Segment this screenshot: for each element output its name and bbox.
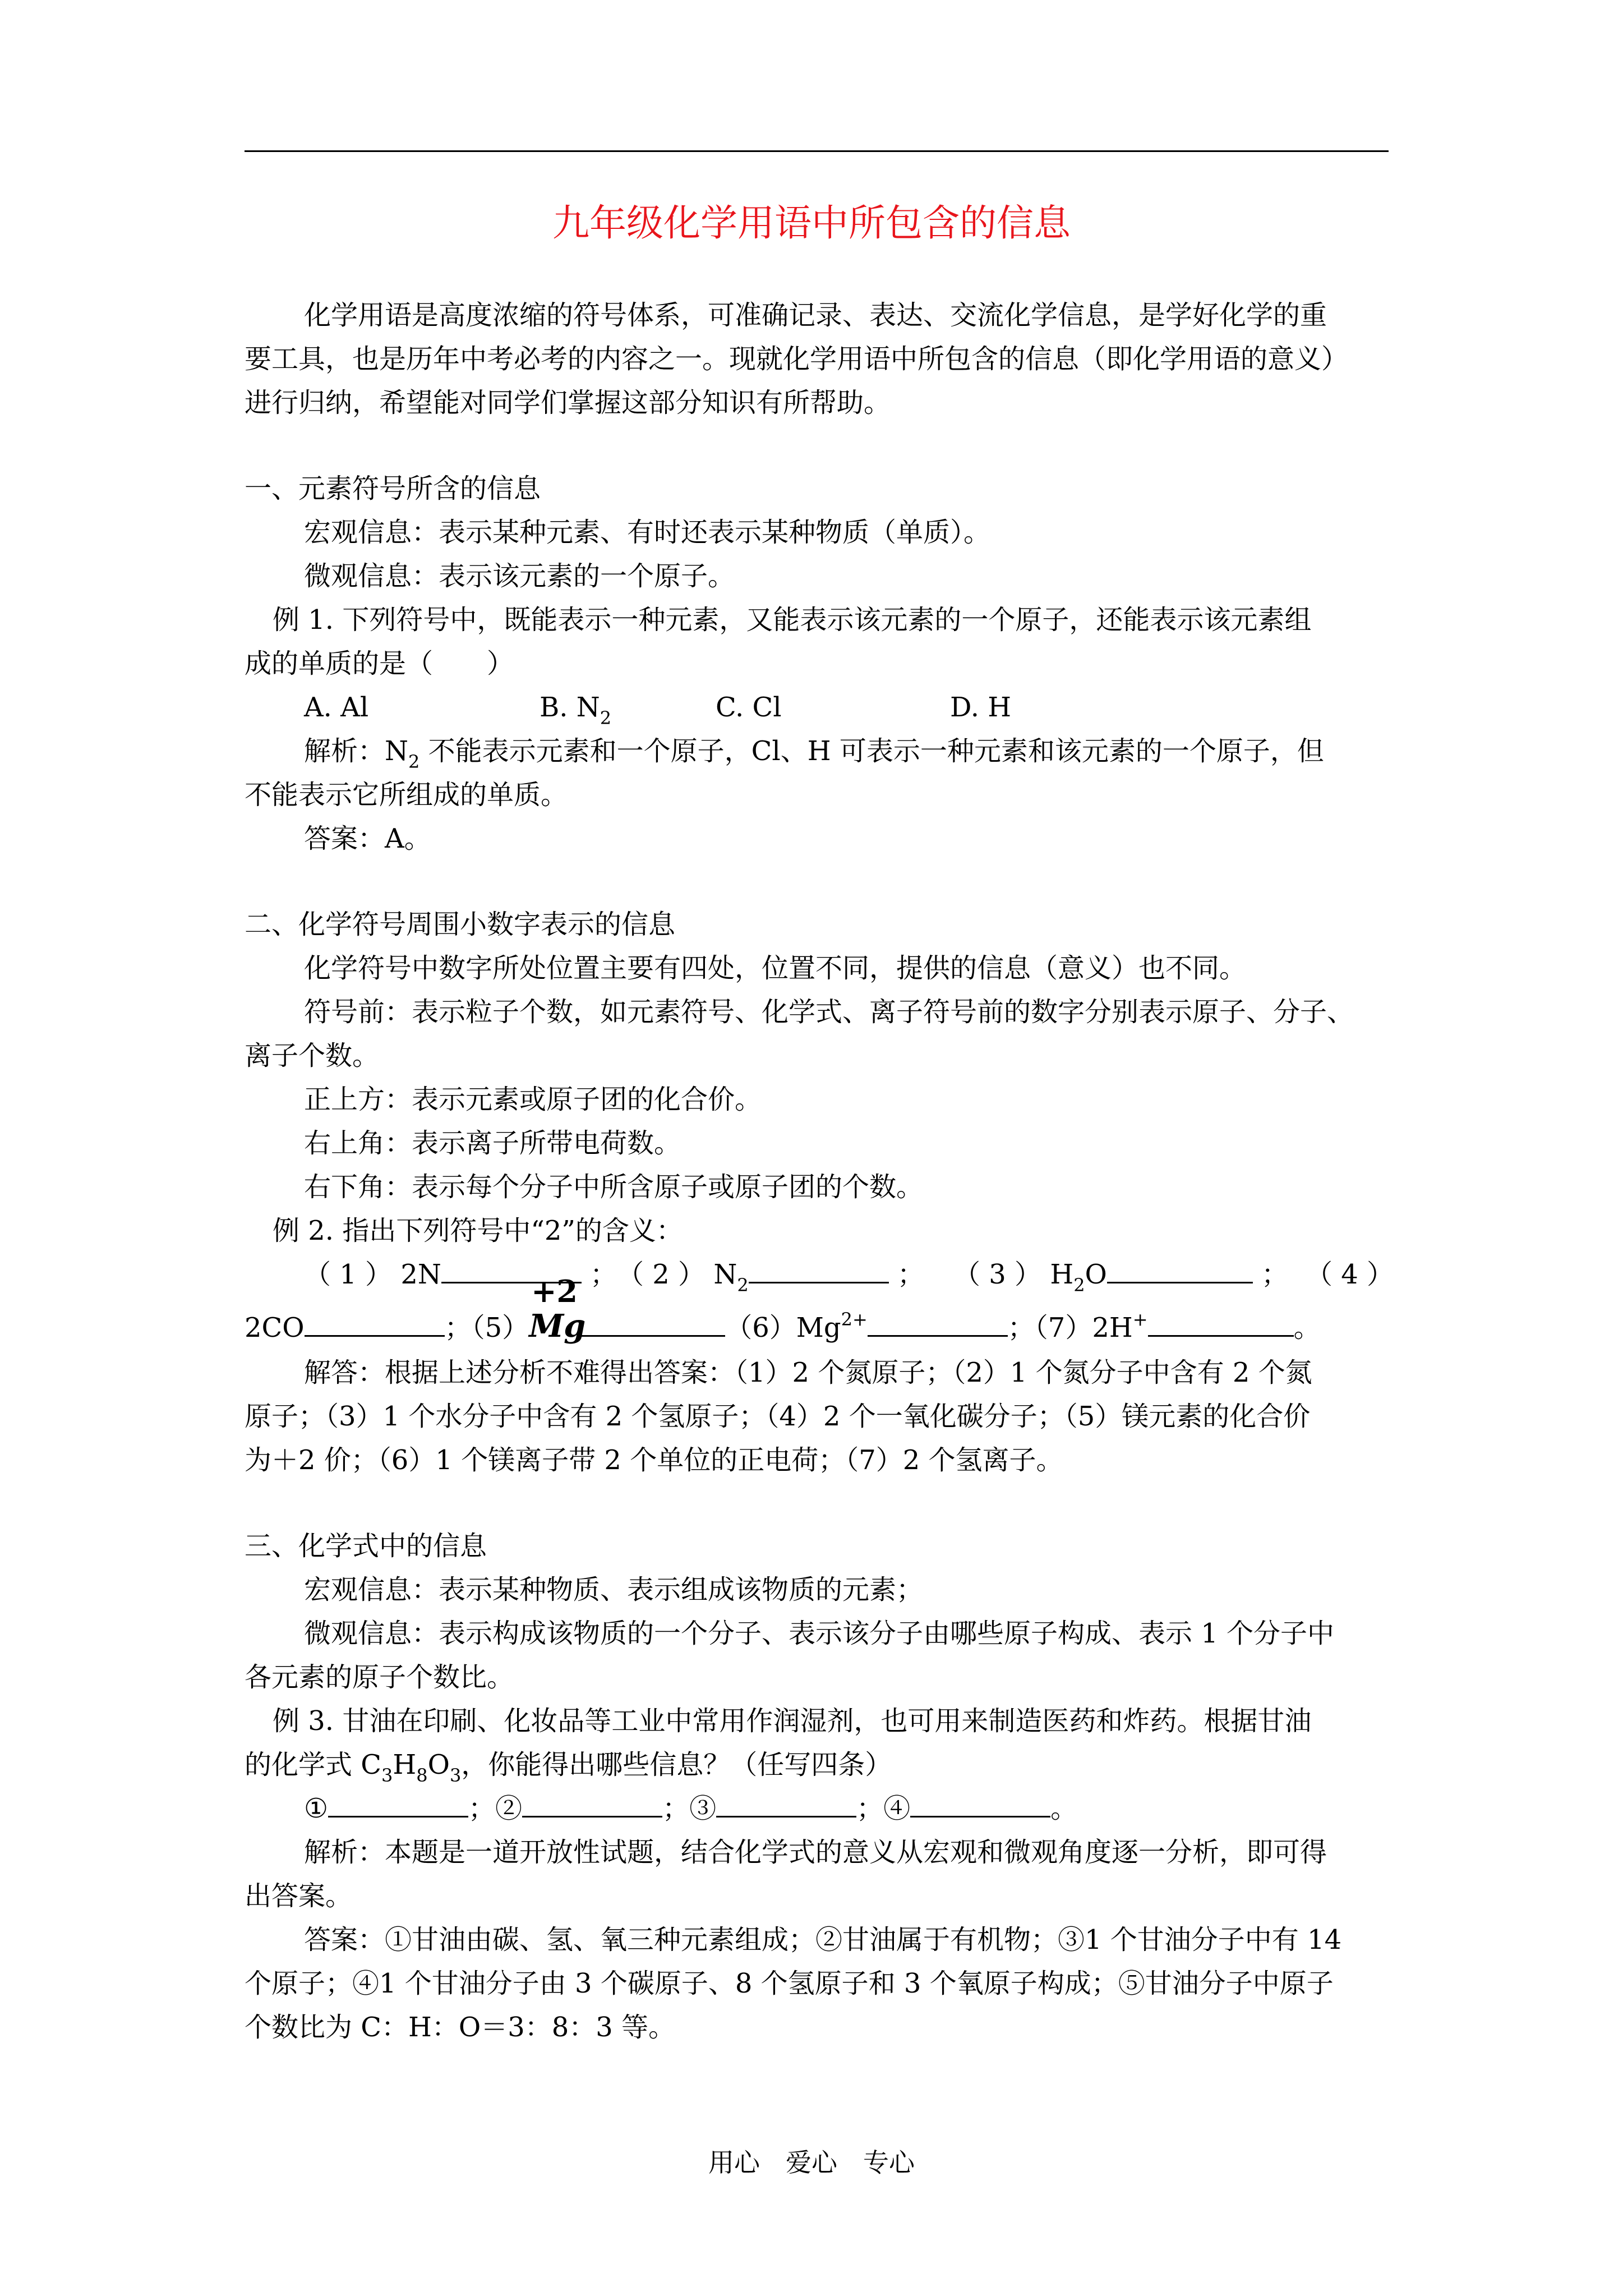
- mg-valence-symbol: +2 Mg: [529, 1273, 586, 1345]
- section-2-heading: 二、化学符号周围小数字表示的信息: [245, 909, 676, 940]
- s2-solution-line-2: 原子；（3）1 个水分子中含有 2 个氢原子；（4）2 个一氧化碳分子；（5）镁元素的化合价: [245, 1401, 1311, 1432]
- answer-blank[interactable]: [749, 1257, 889, 1283]
- s3-analysis-line-2: 出答案。: [245, 1880, 353, 1912]
- s2-para-2-line-1: 符号前：表示粒子个数，如元素符号、化学式、离子符号前的数字分别表示原子、分子、: [304, 996, 1354, 1028]
- s1-micro: 微观信息：表示该元素的一个原子。: [304, 560, 735, 592]
- s3-answer-line-2: 个原子；④1 个甘油分子由 3 个碳原子、8 个氢原子和 3 个氧原子构成；⑤甘油分子中原子: [245, 1968, 1334, 1999]
- option-a: A. Al: [304, 692, 369, 723]
- s2-example: 例 2. 指出下列符号中“2”的含义：: [273, 1215, 683, 1246]
- s2-solution-line-3: 为＋2 价；（6）1 个镁离子带 2 个单位的正电荷；（7）2 个氢离子。: [245, 1444, 1063, 1476]
- intro-line-2: 要工具，也是历年中考必考的内容之一。现就化学用语中所包含的信息（即化学用语的意义）: [245, 343, 1349, 375]
- s2-para-5: 右下角：表示每个分子中所含原子或原子团的个数。: [304, 1171, 924, 1203]
- answer-blank[interactable]: [522, 1791, 662, 1818]
- s1-analysis-line-2: 不能表示它所组成的单质。: [245, 779, 568, 811]
- s2-para-3: 正上方：表示元素或原子团的化合价。: [304, 1084, 762, 1115]
- answer-blank[interactable]: [716, 1791, 856, 1818]
- s3-example-line-2: 的化学式 $C_3H_8O_3$，你能得出哪些信息？（任写四条）: [245, 1749, 892, 1786]
- section-1-heading: 一、元素符号所含的信息: [245, 473, 541, 504]
- s3-blanks-row: ① ；② ；③ ；④ 。: [304, 1791, 1077, 1826]
- option-c: C. Cl: [716, 692, 782, 723]
- option-b: B. $N_2$: [540, 692, 612, 729]
- s3-analysis-line-1: 解析：本题是一道开放性试题，结合化学式的意义从宏观和微观角度逐一分析，即可得: [304, 1837, 1327, 1868]
- s1-macro: 宏观信息：表示某种元素、有时还表示某种物质（单质）。: [304, 517, 991, 548]
- s2-question-3: （ 3 ） $H_2O$ ；: [953, 1257, 1288, 1295]
- s2-question-1: （ 1 ） 2N ；: [304, 1257, 617, 1292]
- option-d: D. H: [950, 692, 1012, 723]
- s2-solution-line-1: 解答：根据上述分析不难得出答案：（1）2 个氮原子；（2）1 个氮分子中含有 2 个氮: [304, 1357, 1312, 1388]
- intro-line-3: 进行归纳，希望能对同学们掌握这部分知识有所帮助。: [245, 387, 891, 418]
- s2-para-2-line-2: 离子个数。: [245, 1040, 380, 1071]
- s1-analysis-line-1: 解析：$N_2$ 不能表示元素和一个原子，Cl、H 可表示一种元素和该元素的一个原子，但: [304, 735, 1324, 772]
- header-rule: [245, 150, 1389, 152]
- s2-para-4: 右上角：表示离子所带电荷数。: [304, 1128, 681, 1159]
- page-footer: 用心 爱心 专心: [708, 2147, 915, 2178]
- s3-micro-line-1: 微观信息：表示构成该物质的一个分子、表示该分子由哪些原子构成、表示 1 个分子中: [304, 1618, 1335, 1649]
- s3-macro: 宏观信息：表示某种物质、表示组成该物质的元素；: [304, 1574, 924, 1605]
- answer-blank[interactable]: [305, 1310, 445, 1337]
- s2-question-2: （ 2 ） $N_2$ ；: [617, 1257, 924, 1295]
- s2-question-4-label: （ 4 ）: [1306, 1259, 1394, 1290]
- intro-line-1: 化学用语是高度浓缩的符号体系，可准确记录、表达、交流化学信息，是学好化学的重: [304, 300, 1327, 331]
- s1-example-line-1: 例 1. 下列符号中，既能表示一种元素，又能表示该元素的一个原子，还能表示该元素组: [273, 604, 1312, 636]
- s3-micro-line-2: 各元素的原子个数比。: [245, 1662, 514, 1693]
- answer-blank[interactable]: [910, 1791, 1050, 1818]
- answer-blank[interactable]: [579, 1310, 725, 1337]
- s3-answer-line-3: 个数比为 C：H：O＝3：8：3 等。: [245, 2012, 676, 2043]
- answer-blank[interactable]: [1148, 1310, 1294, 1337]
- answer-blank[interactable]: [328, 1791, 468, 1818]
- s1-answer: 答案：A。: [304, 823, 431, 854]
- section-3-heading: 三、化学式中的信息: [245, 1530, 487, 1562]
- page-title: 九年级化学用语中所包含的信息: [552, 201, 1071, 245]
- s1-example-line-2: 成的单质的是（ ）: [245, 648, 514, 679]
- s2-para-1: 化学符号中数字所处位置主要有四处，位置不同，提供的信息（意义）也不同。: [304, 953, 1247, 984]
- answer-blank[interactable]: [868, 1310, 1008, 1337]
- s2-question-row-2: 2CO ；（5） +2 Mg $(6)Mg^{2+}$ ；（7）2H+ 。: [245, 1273, 1321, 1345]
- s3-example-line-1: 例 3. 甘油在印刷、化妆品等工业中常用作润湿剂，也可用来制造医药和炸药。根据甘油: [273, 1705, 1312, 1737]
- s3-answer-line-1: 答案：①甘油由碳、氢、氧三种元素组成；②甘油属于有机物；③1 个甘油分子中有 14: [304, 1924, 1342, 1955]
- answer-blank[interactable]: [1107, 1257, 1253, 1283]
